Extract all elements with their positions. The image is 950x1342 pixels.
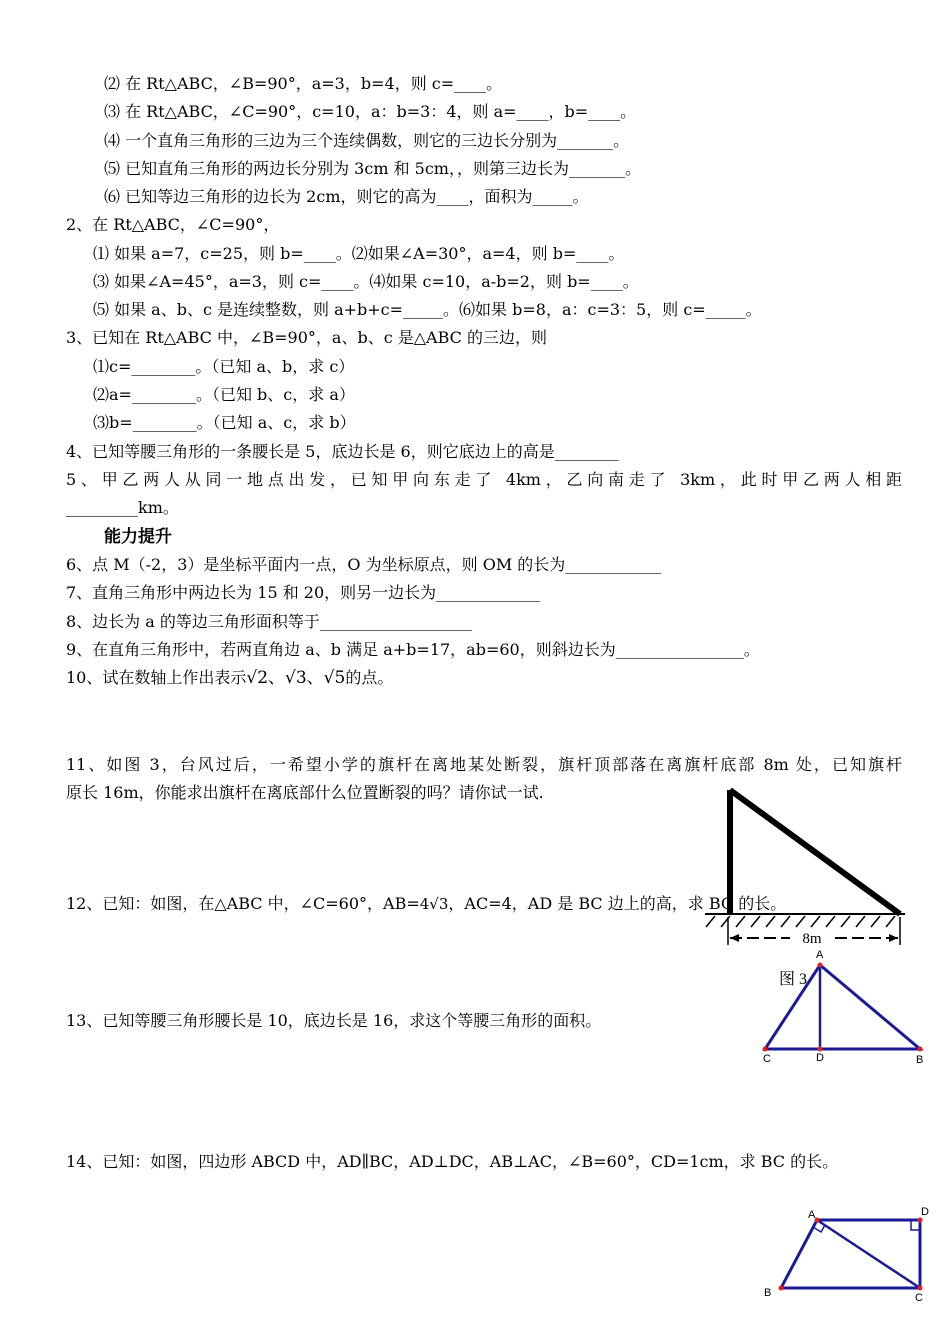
arrow-left-icon — [730, 934, 739, 942]
point-d — [818, 1047, 823, 1052]
q11-line1: 11、如图 3，台风过后，一希望小学的旗杆在离地某处断裂，旗杆顶部落在离旗杆底部 8m 处，已知旗杆 — [66, 755, 902, 774]
figure-q14-quadrilateral — [755, 1200, 945, 1305]
q8: 8、边长为 a 的等边三角形面积等于___________________ — [66, 612, 472, 631]
point-c — [763, 1047, 768, 1052]
point-c — [918, 1286, 923, 1291]
ground-hatching — [706, 916, 895, 927]
point-a — [818, 963, 823, 968]
q9: 9、在直角三角形中，若两直角边 a、b 满足 a+b=17，ab=60，则斜边长为________________。 — [66, 640, 760, 659]
q5-line1: 5、甲乙两人从同一地点出发，已知甲向东走了 4km，乙向南走了 3km，此时甲乙两人相距 — [66, 470, 902, 489]
label-b: B — [916, 1054, 924, 1066]
q1-part4: ⑷ 一个直角三角形的三边为三个连续偶数，则它的三边长分别为_______。 — [104, 131, 630, 150]
q12-math: 4√3 — [419, 895, 449, 913]
q1-part5: ⑸ 已知直角三角形的两边长分别为 3cm 和 5cm，，则第三边长为_______。 — [104, 159, 641, 178]
q3-part1: ⑴c=________。（已知 a、b，求 c） — [93, 357, 355, 376]
q7: 7、直角三角形中两边长为 15 和 20，则另一边长为_____________ — [66, 583, 541, 602]
q3-part3: ⑶b=________。（已知 a、c，求 b） — [93, 413, 356, 432]
figure-3-caption: 图 3 — [778, 971, 808, 988]
quadrilateral-abcd — [781, 1220, 920, 1288]
q1-part6: ⑹ 已知等边三角形的边长为 2cm，则它的高为____，面积为_____。 — [104, 187, 589, 206]
arrow-right-icon — [889, 934, 898, 942]
label-a: A — [816, 949, 824, 961]
q10 — [66, 668, 393, 688]
point-b — [918, 1047, 923, 1052]
triangle-abc — [765, 965, 920, 1049]
q13: 13、已知等腰三角形腰长是 10，底边长是 16，求这个等腰三角形的面积。 — [66, 1011, 602, 1030]
q3-part2: ⑵a=________。（已知 b、c，求 a） — [93, 385, 355, 404]
q11-line2: 原长 16m，你能求出旗杆在离底部什么位置断裂的吗？请你试一试. — [66, 783, 544, 802]
label-d: D — [921, 1206, 929, 1218]
q6: 6、点 M（-2，3）是坐标平面内一点，O 为坐标原点，则 OM 的长为____________ — [66, 555, 662, 574]
q1-part3: ⑶ 在 Rt△ABC，∠C=90°，c=10，a：b=3：4，则 a=____，b=____。 — [104, 102, 637, 121]
q14: 14、已知：如图，四边形 ABCD 中，AD∥BC，AD⊥DC，AB⊥AC，∠B=60°，CD=1cm，求 BC 的长。 — [66, 1152, 839, 1171]
label-a: A — [808, 1209, 816, 1221]
q10-text-after: 的点。 — [345, 668, 394, 687]
q3-stem: 3、已知在 Rt△ABC 中，∠B=90°，a、b、c 是△ABC 的三边，则 — [66, 328, 547, 347]
label-b: B — [764, 1287, 772, 1299]
point-b — [779, 1286, 784, 1291]
q5-line2: _________km。 — [66, 498, 179, 517]
q12 — [66, 894, 786, 914]
q2-parts-1-2: ⑴ 如果 a=7，c=25，则 b=____。⑵如果∠A=30°，a=4，则 b=____。 — [93, 244, 625, 263]
diagonal-ac — [817, 1220, 920, 1288]
q10-math: √2、√3、√5 — [246, 668, 346, 688]
label-d: D — [816, 1052, 824, 1064]
q12-text-before: 12、已知：如图，在△ABC 中，∠C=60°，AB= — [66, 894, 420, 913]
figure-q12-triangle — [755, 945, 935, 1070]
q2-parts-3-4: ⑶ 如果∠A=45°，a=3，则 c=____。⑷如果 c=10，a-b=2，则 b=____。 — [93, 272, 639, 291]
q1-part2: ⑵ 在 Rt△ABC，∠B=90°，a=3，b=4，则 c=____。 — [104, 74, 503, 93]
label-c: C — [915, 1292, 923, 1304]
point-d — [918, 1218, 923, 1223]
q2-stem: 2、在 Rt△ABC，∠C=90°， — [66, 215, 280, 234]
q12-text-after: ，AC=4，AD 是 BC 边上的高，求 BC 的长。 — [448, 894, 787, 913]
q2-parts-5-6: ⑸ 如果 a、b、c 是连续整数，则 a+b+c=_____。⑹如果 b=8，a：c=3：5，则 c=_____。 — [93, 300, 762, 319]
distance-label: 8m — [802, 931, 822, 947]
q10-text-before: 10、试在数轴上作出表示 — [66, 668, 247, 687]
section-heading: 能力提升 — [104, 527, 172, 547]
label-c: C — [763, 1053, 771, 1065]
flagpole-broken-part — [730, 790, 900, 914]
q4: 4、已知等腰三角形的一条腰长是 5，底边长是 6，则它底边上的高是________ — [66, 442, 619, 461]
